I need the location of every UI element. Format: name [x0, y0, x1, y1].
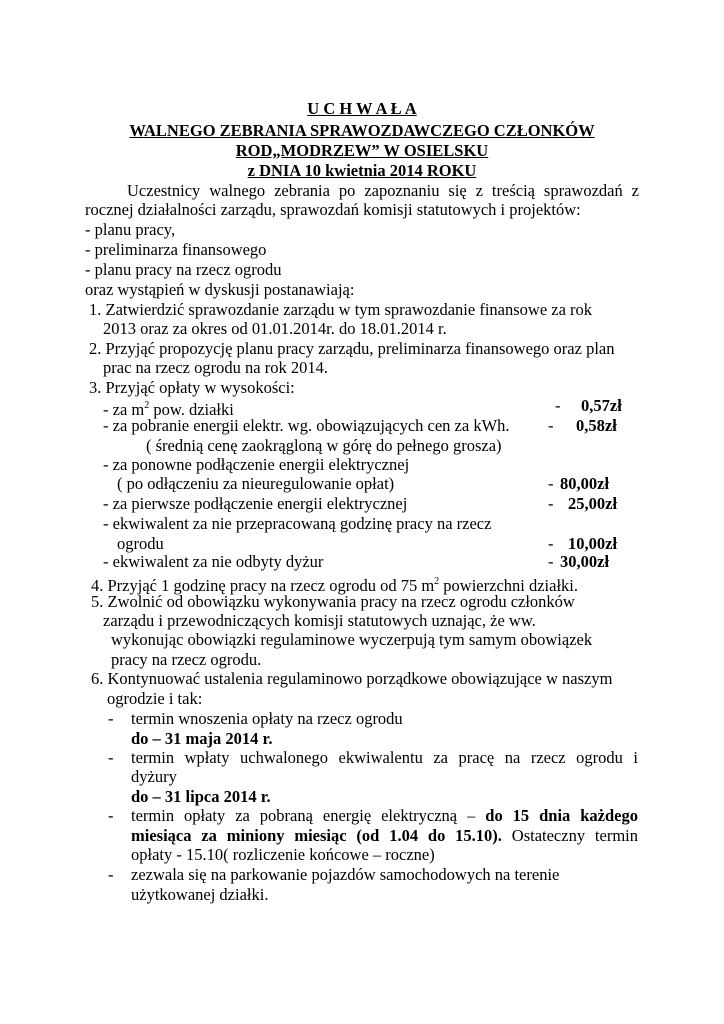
point-3-heading: 3. Przyjąć opłaty w wysokości:: [89, 378, 295, 397]
fee-energy-amount: 0,58zł: [576, 416, 617, 435]
fee-area-label: - za $m^2$ pow. działki: [103, 400, 234, 419]
bullet-4-line-1: zezwala się na parkowanie pojazdów samochodowych na terenie: [131, 865, 560, 884]
bullet-dash-4: -: [108, 865, 114, 884]
point-5-line-4: pracy na rzecz ogrodu.: [111, 650, 262, 669]
bullet-4-line-2: użytkowanej działki.: [131, 885, 269, 904]
fee-duty-amount: 30,00zł: [560, 552, 610, 571]
bullet-2-text-cont: dyżury: [131, 767, 177, 786]
title-rod: ROD„MODRZEW” W OSIELSKU: [235, 141, 489, 160]
fee-energy-dash: -: [548, 416, 554, 435]
bullet-1-text: termin wnoszenia opłaty na rzecz ogrodu: [131, 709, 403, 728]
bullet-3-line-3: opłaty - 15.10( rozliczenie końcowe – roczne): [131, 845, 435, 864]
fee-duty-label: - ekwiwalent za nie odbyty dyżur: [103, 552, 324, 571]
bullet-dash-3: -: [108, 806, 114, 825]
point-6-line-2: ogrodzie i tak:: [107, 689, 203, 708]
intro-item-plan-pracy: - planu pracy,: [85, 220, 176, 239]
bullet-2-text: termin wpłaty uchwalonego ekwiwalentu za pracę na rzecz ogrodu i: [131, 748, 638, 767]
point-2-line-1: 2. Przyjąć propozycję planu pracy zarządu, preliminarza finansowego oraz plan: [89, 339, 615, 358]
point-5-line-3: wykonując obowiązki regulaminowe wyczerpują tym samym obowiązek: [111, 630, 593, 649]
fee-energy-label: - za pobranie energii elektr. wg. obowiązujących cen za kWh.: [103, 416, 510, 435]
fee-energy-note: ( średnią cenę zaokrągloną w górę do pełnego grosza): [146, 436, 502, 455]
title-uchwala: U C H W A Ł A: [307, 99, 417, 118]
fee-first-connect-dash: -: [548, 494, 554, 513]
point-1-line-1: 1. Zatwierdzić sprawozdanie zarządu w tym sprawozdanie finansowe za rok: [89, 300, 593, 319]
intro-item-plan-ogrodu: - planu pracy na rzecz ogrodu: [85, 260, 282, 279]
point-1-line-2: 2013 oraz za okres od 01.01.2014r. do 18.01.2014 r.: [103, 319, 447, 338]
intro-item-preliminarz: - preliminarza finansowego: [85, 240, 267, 259]
intro-line-2: rocznej działalności zarządu, sprawozdań komisji statutowych i projektów:: [85, 200, 581, 219]
fee-reconnect-line-1: - za ponowne podłączenie energii elektrycznej: [103, 455, 410, 474]
fee-work-equivalent-line-2: ogrodu: [117, 534, 164, 553]
intro-line-3: oraz wystąpień w dyskusji postanawiają:: [85, 280, 355, 299]
point-2-line-2: prac na rzecz ogrodu na rok 2014.: [103, 358, 328, 377]
fee-reconnect-amount: 80,00zł: [560, 474, 610, 493]
fee-reconnect-line-2: ( po odłączeniu za nieuregulowanie opłat): [117, 474, 395, 493]
fee-first-connect-amount: 25,00zł: [568, 494, 618, 513]
fee-first-connect-label: - za pierwsze podłączenie energii elektrycznej: [103, 494, 408, 513]
point-6-line-1: 6. Kontynuować ustalenia regulaminowo porządkowe obowiązujące w naszym: [91, 669, 613, 688]
bullet-1-deadline: do – 31 maja 2014 r.: [131, 729, 273, 748]
point-4: 4. Przyjąć 1 godzinę pracy na rzecz ogrodu od 75 $m^2$ powierzchni działki.: [91, 576, 578, 595]
bullet-dash-1: -: [108, 709, 114, 728]
fee-work-equivalent-dash: -: [548, 534, 554, 553]
fee-work-equivalent-amount: 10,00zł: [568, 534, 618, 553]
title-date: z DNIA 10 kwietnia 2014 ROKU: [247, 161, 477, 180]
title-zebranie: WALNEGO ZEBRANIA SPRAWOZDAWCZEGO CZŁONKÓW: [129, 121, 595, 140]
bullet-dash-2: -: [108, 748, 114, 767]
fee-area-dash: -: [555, 396, 561, 415]
fee-duty-dash: -: [548, 552, 554, 571]
bullet-2-deadline: do – 31 lipca 2014 r.: [131, 787, 271, 806]
fee-reconnect-dash: -: [548, 474, 554, 493]
bullet-3-line-2: miesiąca za miniony miesiąc (od 1.04 do 15.10). Ostateczny termin: [131, 826, 638, 845]
fee-area-amount: 0,57zł: [581, 396, 622, 415]
intro-line-1: Uczestnicy walnego zebrania po zapoznaniu się z treścią sprawozdań z: [127, 181, 639, 200]
fee-work-equivalent-line-1: - ekwiwalent za nie przepracowaną godzinę pracy na rzecz: [103, 514, 492, 533]
point-5-line-1: 5. Zwolnić od obowiązku wykonywania pracy na rzecz ogrodu członków: [91, 592, 575, 611]
bullet-3-line-1: termin opłaty za pobraną energię elektryczną – do 15 dnia każdego: [131, 806, 638, 825]
point-5-line-2: zarządu i przewodniczących komisji statutowych uznając, że ww.: [103, 611, 536, 630]
